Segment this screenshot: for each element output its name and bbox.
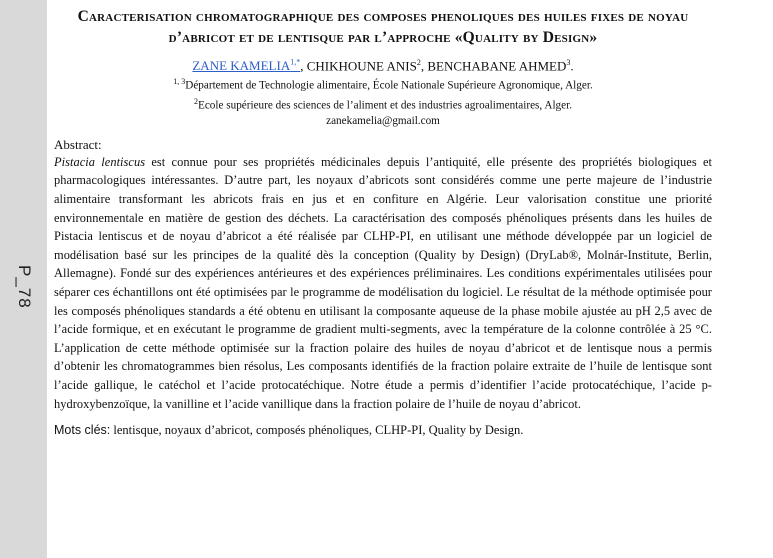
page-number-label: P_78 (15, 265, 34, 309)
contact-email: zanekamelia@gmail.com (326, 114, 440, 127)
abstract-heading: Abstract: (54, 136, 102, 152)
lead-author-name[interactable]: ZANE KAMELIA (192, 58, 291, 74)
lead-author-link[interactable] (192, 58, 300, 73)
coauthor-name: , CHIKHOUNE ANIS (300, 58, 417, 74)
lead-author-sup[interactable]: 1,* (290, 58, 301, 67)
keywords-label: Mots clés: (54, 423, 111, 438)
affiliation-1 (54, 74, 712, 94)
abstract-text: est connue pour ses propriétés médicinales depuis l’antiquité, elle présente des propriétés biologiques et pharmacologiques intéressantes. D’autre part, les noyaux d’abricots sont considérés comme une perte majeure de l’industrie alimentaire transformant les abricots frais en jus et en confiture en Algérie. Leur valorisation constitue une priorité environnementale en matière de gestion des déchets. La caractérisation des composés phénoliques présents dans les huiles de Pistacia lentiscus et de noyau d’abricot a été réalisée par CLHP-PI, en utilisant une méthode développée par un logiciel de modélisation basé sur les principes de la qualité dès la conception (Quality by Design) (DryLab®, Molnár-Institute, Berlin, Allemagne). Fondé sur des expériences antérieures et des expériences préliminaires. Les conditions expérimentales utilisées pour séparer ces échantillons ont été optimisées par le programme de modélisation du logiciel. Le résultat de la méthode optimisée pour les composés phénoliques standards a été obtenu en utilisant la composante aqueuse de la phase mobile ajustée au pH 2,5 avec de l’acide formique, et en exécutant le programme de gradient multi-segments, avec la température de la colonne contrôlée à 25 °C. L’application de cette méthode optimisée sur la fraction polaire des huiles de noyau d’abricot et de lentisque nous a permis d’obtenir les chromatogrammes bien résolus, Les composants identifiés de la fraction polaire extraite de l’huile de lentisque sont l’acide gallique, le catéchol et l’acide protocatéchique. Notre étude a permis d’identifier l’acide protocatéchique, l’acide p-hydroxybenzoïque, la vanilline et l’acide vanillique dans la fraction polaire de l’huile de noyau d’abricot. (54, 154, 712, 411)
coauthor-sup: 2 (416, 58, 421, 67)
abstract-species-name: Pistacia lentiscus (54, 154, 146, 169)
affiliation-2-sup: 2 (193, 97, 198, 107)
paper-title: Caracterisation chromatographique des composes phenoliques des huiles fixes de noyau d’abricot et de lentisque par l’approche «Quality by Design» (77, 8, 689, 46)
affiliation-1-text: Département de Technologie alimentaire, École Nationale Supérieure Agronomique, Alger. (185, 80, 593, 93)
last-author-name: , BENCHABANE AHMED (420, 58, 567, 74)
keywords (54, 423, 712, 438)
author-line-end: . (570, 58, 574, 74)
abstract-body (54, 153, 712, 413)
last-author-sup: 3 (566, 58, 571, 67)
affiliation-2-text: Ecole supérieure des sciences de l’aliment et des industries agroalimentaires, Alger. (197, 99, 573, 112)
affiliation-1-sup: 1, 3 (173, 77, 186, 87)
affiliation-2 (54, 94, 712, 114)
author-line (54, 58, 712, 74)
keywords-text: lentisque, noyaux d’abricot, composés phénoliques, CLHP-PI, Quality by Design. (110, 423, 524, 438)
paper-content (54, 6, 712, 438)
